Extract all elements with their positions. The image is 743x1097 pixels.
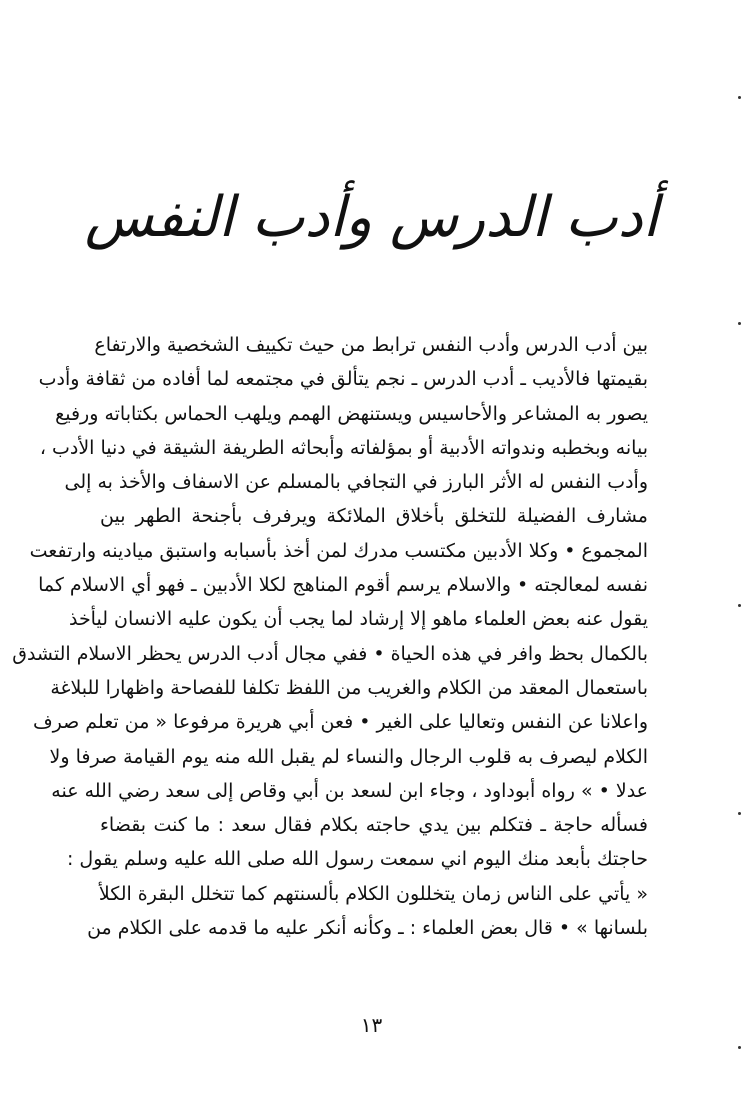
page-number: ١٣ <box>360 1013 383 1037</box>
edge-speck <box>738 1046 741 1049</box>
chapter-title: أدب الدرس وأدب النفس <box>84 185 659 250</box>
text-line: باستعمال المعقد من الكلام والغريب من اللفظ تكلفا للفصاحة واظهارا للبلاغة <box>50 676 648 699</box>
text-line: الكلام ليصرف به قلوب الرجال والنساء لم يقبل الله منه يوم القيامة صرفا ولا <box>49 745 648 768</box>
text-line: مشارف الفضيلة للتخلق بأخلاق الملائكة ويرفرف بأجنحة الطهر بين <box>100 505 648 528</box>
text-line: بيانه وبخطبه وندواته الأدبية أو بمؤلفاته وأبحاثه الطريفة الشيقة في دنيا الأدب ، <box>39 436 648 459</box>
text-line: حاجتك بأبعد منك اليوم اني سمعت رسول الله صلى الله عليه وسلم يقول : <box>66 848 648 871</box>
text-line: يقول عنه بعض العلماء ماهو إلا إرشاد لما يجب أن يكون عليه الانسان ليأخذ <box>68 608 648 631</box>
text-line: « يأتي على الناس زمان يتخللون الكلام بألسنتهم كما تتخلل البقرة الكلأ <box>98 882 648 905</box>
text-line: المجموع • وكلا الأدبين مكتسب مدرك لمن أخذ بأسبابه واستبق ميادينه وارتفعت <box>29 539 648 562</box>
edge-speck <box>738 604 741 607</box>
text-line: فسأله حاجة ـ فتكلم بين يدي حاجته بكلام فقال سعد : ما كنت بقضاء <box>100 814 648 837</box>
text-line: نفسه لمعالجته • والاسلام يرسم أقوم المناهج لكلا الأدبين ـ فهو أي الاسلام كما <box>38 574 648 597</box>
text-line: عدلا • » رواه أبوداود ، وجاء ابن لسعد بن أبي وقاص إلى سعد رضي الله عنه <box>51 779 648 802</box>
text-line: بلسانها » • قال بعض العلماء : ـ وكأنه أنكر عليه ما قدمه على الكلام من <box>87 917 648 940</box>
text-line: يصور به المشاعر والأحاسيس ويستنهض الهمم ويلهب الحماس بكتاباته ورفيع <box>55 402 648 425</box>
text-line: بقيمتها فالأديب ـ أدب الدرس ـ نجم يتألق في مجتمعه لما أفاده من ثقافة وأدب <box>38 368 648 391</box>
body-text <box>12 328 648 945</box>
edge-speck <box>738 322 741 325</box>
text-line: بين أدب الدرس وأدب النفس ترابط من حيث تكييف الشخصية والارتفاع <box>94 334 648 356</box>
text-line: واعلانا عن النفس وتعاليا على الغير • فعن أبي هريرة مرفوعا « من تعلم صرف <box>32 711 648 734</box>
edge-speck <box>738 812 741 815</box>
edge-speck <box>738 96 741 99</box>
text-line: بالكمال بحظ وافر في هذه الحياة • ففي مجال أدب الدرس يحظر الاسلام التشدق <box>12 642 648 665</box>
text-line: وأدب النفس له الأثر البارز في التجافي بالمسلم عن الاسفاف والأخذ به إلى <box>64 471 648 494</box>
